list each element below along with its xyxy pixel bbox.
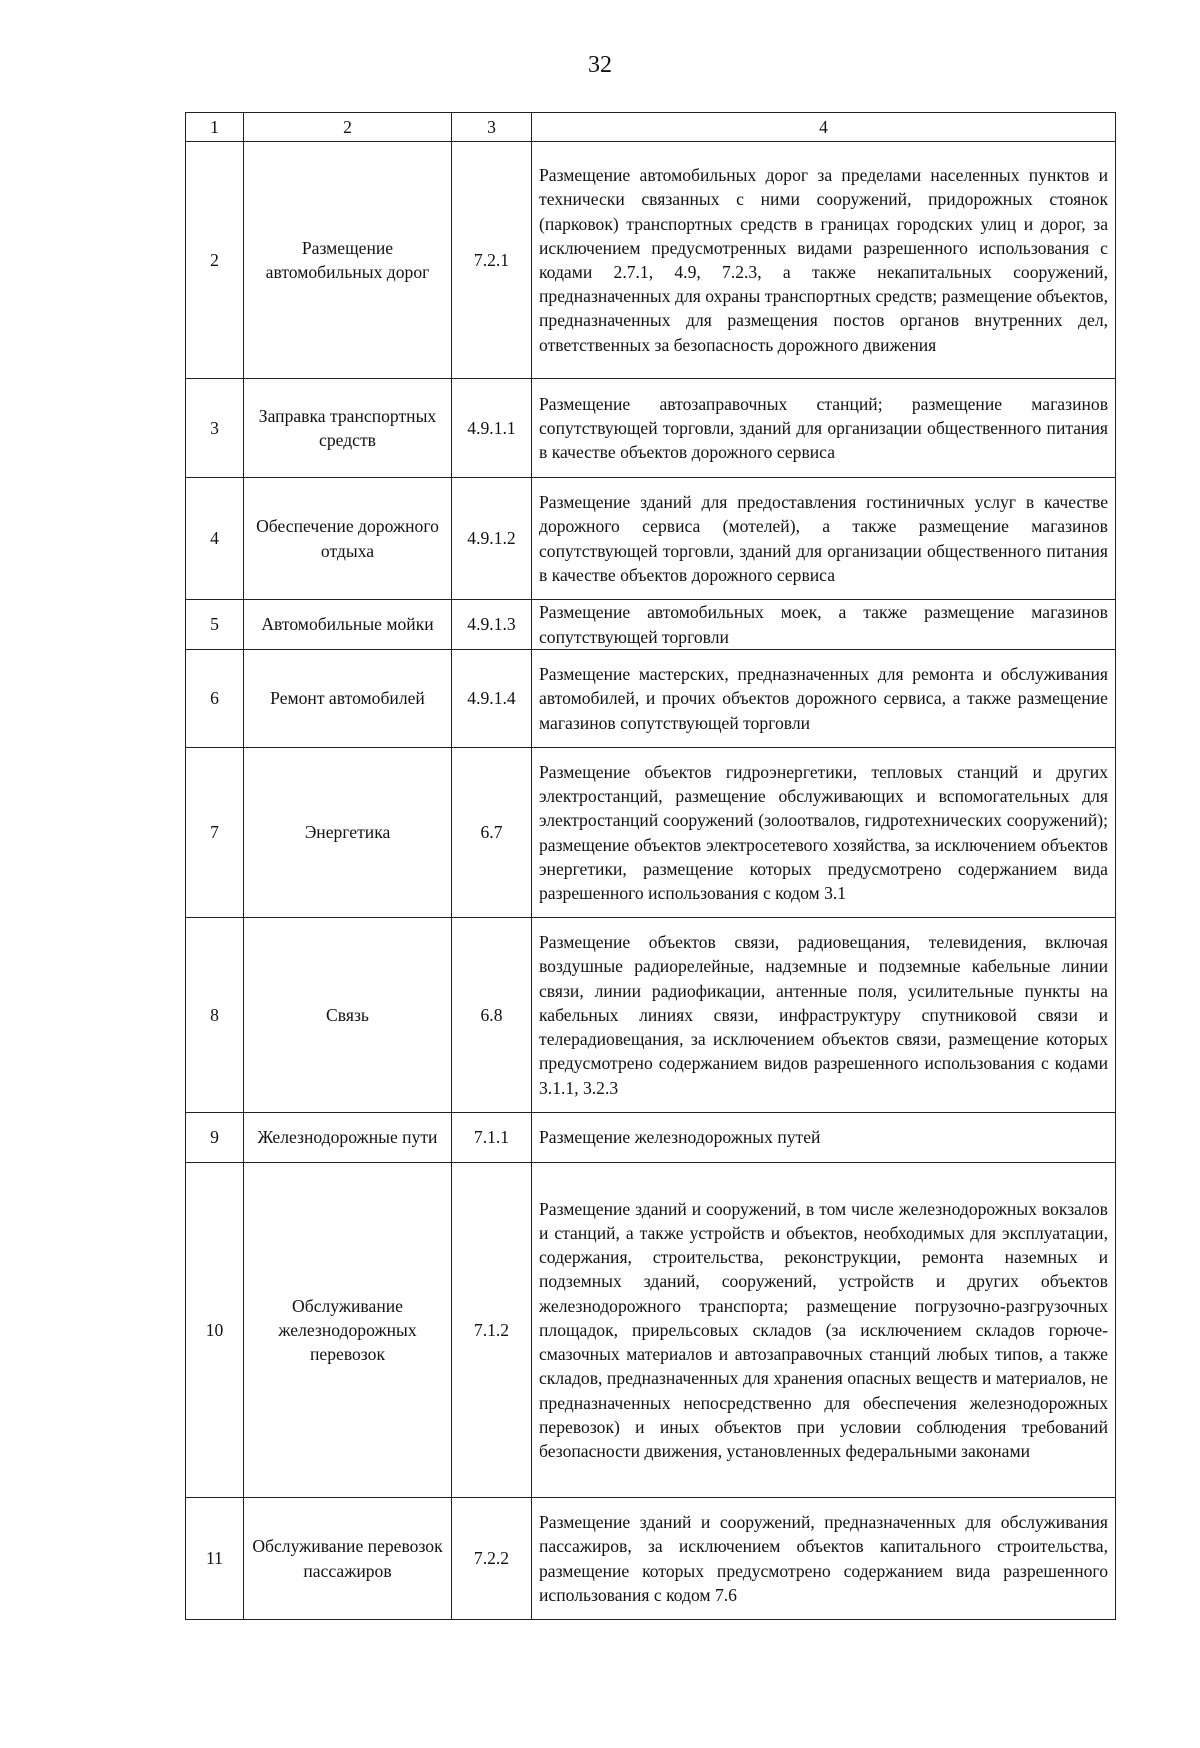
row-description: Размещение зданий и сооружений, в том числе железнодорожных вокзалов и станций, а также устройств и объектов, необходимых для эксплуатации, содержания, строительства, реконструкции, ремонта наземных и подземных зданий, сооружений, устройств и других объектов железнодорожного транспорта; размещение погрузочно-разгрузочных площадок, прирельсовых складов (за исключением складов горюче-смазочных материалов и автозаправочных станций любых типов, а также складов, предназначенных для хранения опасных веществ и материалов, не предназначенных непосредственно для обеспечения железнодорожных перевозок) и иных объектов при условии соблюдения требований безопасности движения, установленных федеральными законами xyxy=(532,1163,1116,1498)
row-number: 11 xyxy=(186,1498,244,1620)
row-number: 5 xyxy=(186,600,244,650)
row-name: Заправка транспортных средств xyxy=(244,379,452,478)
row-description: Размещение автомобильных моек, а также размещение магазинов сопутствующей торговли xyxy=(532,600,1116,650)
row-description: Размещение объектов гидроэнергетики, тепловых станций и других электростанций, размещение обслуживающих и вспомогательных для электростанций сооружений (золоотвалов, гидротехнических сооружений); размещение объектов электросетевого хозяйства, за исключением объектов энергетики, размещение которых предусмотрено содержанием вида разрешенного использования с кодом 3.1 xyxy=(532,748,1116,918)
row-code: 7.1.1 xyxy=(452,1113,532,1163)
table-row xyxy=(186,1163,1116,1498)
table-row xyxy=(186,142,1116,379)
row-number: 7 xyxy=(186,748,244,918)
page-number: 32 xyxy=(588,52,612,78)
row-code: 4.9.1.2 xyxy=(452,478,532,600)
row-description: Размещение железнодорожных путей xyxy=(532,1113,1116,1163)
column-header-3: 3 xyxy=(452,113,532,142)
row-name: Связь xyxy=(244,918,452,1113)
row-description: Размещение зданий и сооружений, предназначенных для обслуживания пассажиров, за исключением объектов капитального строительства, размещение которых предусмотрено содержанием вида разрешенного использования с кодом 7.6 xyxy=(532,1498,1116,1620)
row-number: 9 xyxy=(186,1113,244,1163)
row-code: 4.9.1.3 xyxy=(452,600,532,650)
column-header-4: 4 xyxy=(532,113,1116,142)
row-code: 7.2.1 xyxy=(452,142,532,379)
row-number: 10 xyxy=(186,1163,244,1498)
row-number: 4 xyxy=(186,478,244,600)
row-description: Размещение объектов связи, радиовещания, телевидения, включая воздушные радиорелейные, надземные и подземные кабельные линии связи, линии радиофикации, антенные поля, усилительные пункты на кабельных линиях связи, инфраструктуру спутниковой связи и телерадиовещания, за исключением объектов связи, размещение которых предусмотрено содержанием видов разрешенного использования с кодами 3.1.1, 3.2.3 xyxy=(532,918,1116,1113)
row-code: 4.9.1.1 xyxy=(452,379,532,478)
table-row xyxy=(186,748,1116,918)
row-code: 6.8 xyxy=(452,918,532,1113)
row-description: Размещение автомобильных дорог за пределами населенных пунктов и технически связанных с ними сооружений, придорожных стоянок (парковок) транспортных средств в границах городских улиц и дорог, за исключением предусмотренных видами разрешенного использования с кодами 2.7.1, 4.9, 7.2.3, а также некапитальных сооружений, предназначенных для охраны транспортных средств; размещение объектов, предназначенных для размещения постов органов внутренних дел, ответственных за безопасность дорожного движения xyxy=(532,142,1116,379)
row-code: 6.7 xyxy=(452,748,532,918)
row-name: Энергетика xyxy=(244,748,452,918)
row-number: 3 xyxy=(186,379,244,478)
row-name: Автомобильные мойки xyxy=(244,600,452,650)
row-name: Железнодорожные пути xyxy=(244,1113,452,1163)
table-header-row xyxy=(186,113,1116,142)
row-name: Обеспечение дорожного отдыха xyxy=(244,478,452,600)
row-name: Обслуживание железнодорожных перевозок xyxy=(244,1163,452,1498)
table-row xyxy=(186,1113,1116,1163)
land-use-table xyxy=(185,112,1116,1620)
row-name: Обслуживание перевозок пассажиров xyxy=(244,1498,452,1620)
row-code: 7.2.2 xyxy=(452,1498,532,1620)
column-header-1: 1 xyxy=(186,113,244,142)
table-row xyxy=(186,650,1116,748)
column-header-2: 2 xyxy=(244,113,452,142)
row-description: Размещение автозаправочных станций; размещение магазинов сопутствующей торговли, зданий для организации общественного питания в качестве объектов дорожного сервиса xyxy=(532,379,1116,478)
table-row xyxy=(186,478,1116,600)
table-row xyxy=(186,918,1116,1113)
row-code: 4.9.1.4 xyxy=(452,650,532,748)
row-description: Размещение мастерских, предназначенных для ремонта и обслуживания автомобилей, и прочих объектов дорожного сервиса, а также размещение магазинов сопутствующей торговли xyxy=(532,650,1116,748)
row-number: 8 xyxy=(186,918,244,1113)
row-code: 7.1.2 xyxy=(452,1163,532,1498)
row-name: Размещение автомобильных дорог xyxy=(244,142,452,379)
row-number: 2 xyxy=(186,142,244,379)
row-description: Размещение зданий для предоставления гостиничных услуг в качестве дорожного сервиса (мотелей), а также размещение магазинов сопутствующей торговли, зданий для организации общественного питания в качестве объектов дорожного сервиса xyxy=(532,478,1116,600)
table-row xyxy=(186,1498,1116,1620)
table-row xyxy=(186,600,1116,650)
row-number: 6 xyxy=(186,650,244,748)
row-name: Ремонт автомобилей xyxy=(244,650,452,748)
table-row xyxy=(186,379,1116,478)
